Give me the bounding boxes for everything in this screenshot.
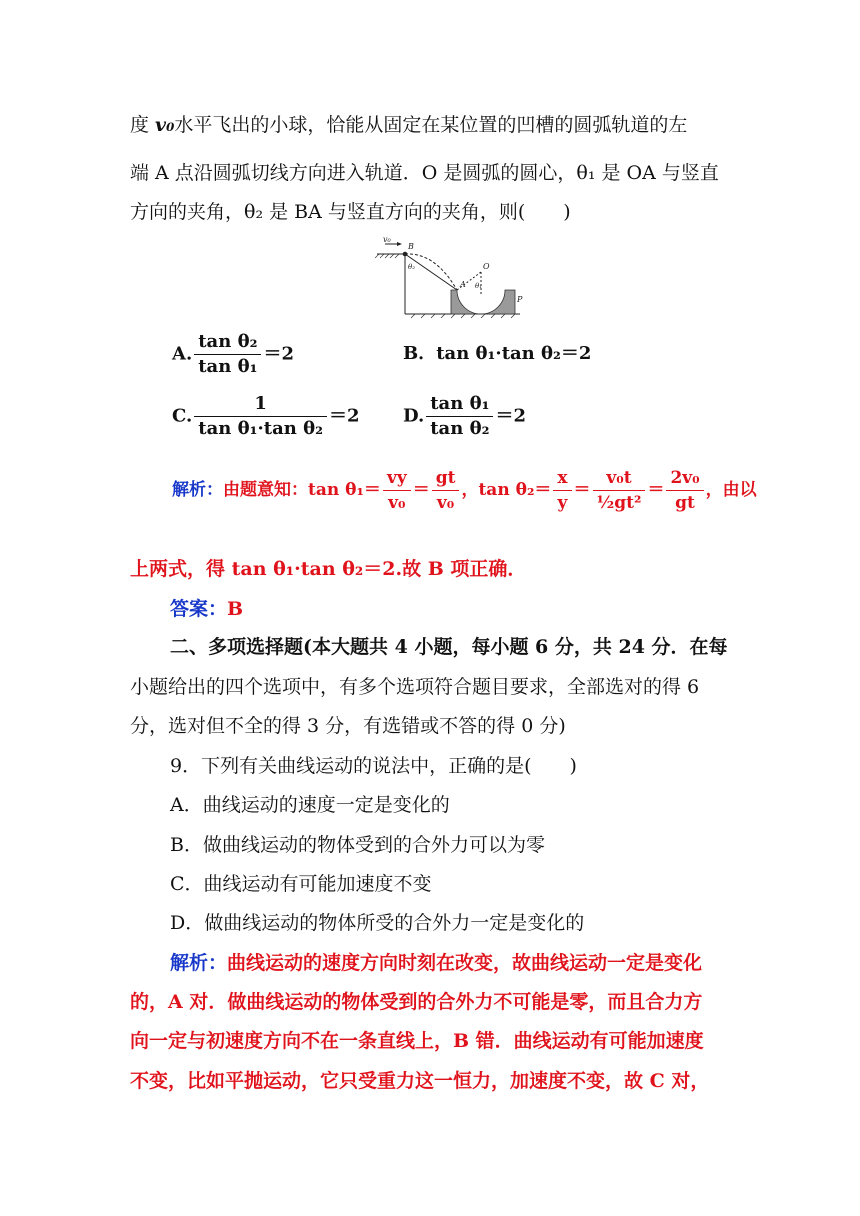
projectile-groove-figure [375, 232, 525, 324]
option-d-prefix: D. [403, 405, 425, 427]
option-b: B．tan θ₁·tan θ₂＝2 [403, 343, 592, 364]
analysis-intro: 由题意知：tan θ₁＝ [223, 480, 381, 500]
frac-v0t-num: v₀t [593, 466, 646, 491]
q8-stem-line-3: 方向的夹角，θ₂ 是 BA 与竖直方向的夹角，则( ) [130, 201, 571, 223]
fig-label-theta2: θ₂ [408, 263, 416, 271]
q9-analysis-line-2: 的，A 对．做曲线运动的物体受到的合外力不可能是零，而且合力方 [130, 991, 703, 1013]
q9-option-b: B．做曲线运动的物体受到的合外力可以为零 [170, 834, 545, 856]
fig-label-theta1: θ₁ [475, 282, 483, 290]
fig-label-P: P [517, 295, 523, 304]
fig-label-v0: v₀ [383, 235, 391, 244]
q8-analysis-line-2: 上两式，得 tan θ₁·tan θ₂＝2.故 B 项正确． [130, 558, 527, 580]
option-a-num: tan θ₂ [194, 330, 261, 355]
frac-2v0-gt [666, 466, 703, 515]
analysis-mid: ，tan θ₂＝ [461, 480, 552, 500]
frac-v0t [593, 466, 646, 515]
q8-stem-line-1 [130, 112, 735, 138]
option-a-den: tan θ₁ [198, 356, 258, 377]
q8-stem-line-2: 端 A 点沿圆弧切线方向进入轨道．O 是圆弧的圆心，θ₁ 是 OA 与竖直 [130, 162, 719, 184]
option-c-fraction [194, 392, 327, 441]
answer-value: B [227, 598, 244, 620]
frac-gt-den: v₀ [436, 493, 455, 513]
option-d-rhs: ＝2 [495, 405, 526, 427]
frac-gt-num: gt [432, 466, 460, 491]
section2-line-1: 二、多项选择题(本大题共 4 小题，每小题 6 分，共 24 分．在每 [170, 636, 728, 658]
frac-vy-num: vy [383, 466, 411, 491]
section2-line-2: 小题给出的四个选项中，有多个选项符合题目要求，全部选对的得 6 [130, 676, 700, 698]
q8-stem-text-cont: 水平飞出的小球，恰能从固定在某位置的凹槽的圆弧轨道的左 [174, 114, 688, 136]
q8-analysis-line-1 [172, 466, 757, 515]
analysis-label: 解析： [172, 480, 223, 500]
option-c [172, 392, 360, 441]
option-c-den: tan θ₁·tan θ₂ [198, 418, 323, 439]
q9-stem: 9．下列有关曲线运动的说法中，正确的是( ) [170, 755, 577, 777]
frac-x-den: y [557, 493, 568, 513]
option-a-fraction [194, 330, 261, 379]
q9-analysis-line-3: 向一定与初速度方向不在一条直线上，B 错．曲线运动有可能加速度 [130, 1030, 704, 1052]
equals-sign-2: ＝ [573, 480, 591, 500]
option-d [403, 392, 526, 441]
frac-2v0-num: 2v₀ [666, 466, 703, 491]
frac-x-num: x [553, 466, 571, 491]
frac-v0t-den: ½gt² [596, 493, 642, 513]
option-c-num: 1 [194, 392, 327, 417]
option-d-fraction [426, 392, 493, 441]
option-a-prefix: A. [172, 343, 193, 365]
answer-label: 答案： [170, 598, 228, 620]
q9-analysis-line-1 [170, 950, 735, 976]
q9-analysis-label: 解析： [170, 952, 228, 974]
q9-option-d: D．做曲线运动的物体所受的合外力一定是变化的 [170, 912, 585, 934]
groove-block [451, 290, 515, 314]
frac-vy-den: v₀ [388, 493, 406, 513]
section2-line-3: 分，选对但不全的得 3 分，有选错或不答的得 0 分) [130, 715, 566, 737]
frac-gt-v0 [432, 466, 460, 515]
option-c-prefix: C. [172, 405, 193, 427]
q8-stem-text: 度 [130, 114, 156, 136]
equals-sign-3: ＝ [647, 480, 665, 500]
analysis-tail: ，由以 [705, 480, 757, 500]
option-c-rhs: ＝2 [329, 405, 360, 427]
frac-vy-v0 [383, 466, 411, 515]
q8-answer [170, 596, 735, 622]
q9-option-a: A．曲线运动的速度一定是变化的 [170, 794, 450, 816]
v0-symbol: v₀ [155, 114, 175, 136]
fig-label-O: O [483, 262, 490, 271]
q9-option-c: C．曲线运动有可能加速度不变 [170, 873, 432, 895]
option-a-rhs: ＝2 [263, 343, 294, 365]
frac-2v0-den: gt [675, 493, 695, 513]
q9-analysis-text-1: 曲线运动的速度方向时刻在改变，故曲线运动一定是变化 [227, 952, 703, 974]
q9-analysis-line-4: 不变，比如平抛运动，它只受重力这一恒力，加速度不变，故 C 对， [130, 1070, 710, 1092]
option-d-den: tan θ₂ [430, 418, 490, 439]
fig-label-B: B [408, 242, 414, 251]
fig-label-A: A [460, 280, 466, 289]
option-a [172, 330, 294, 379]
equals-sign: ＝ [412, 480, 430, 500]
option-d-num: tan θ₁ [426, 392, 493, 417]
frac-x-y [553, 466, 571, 515]
